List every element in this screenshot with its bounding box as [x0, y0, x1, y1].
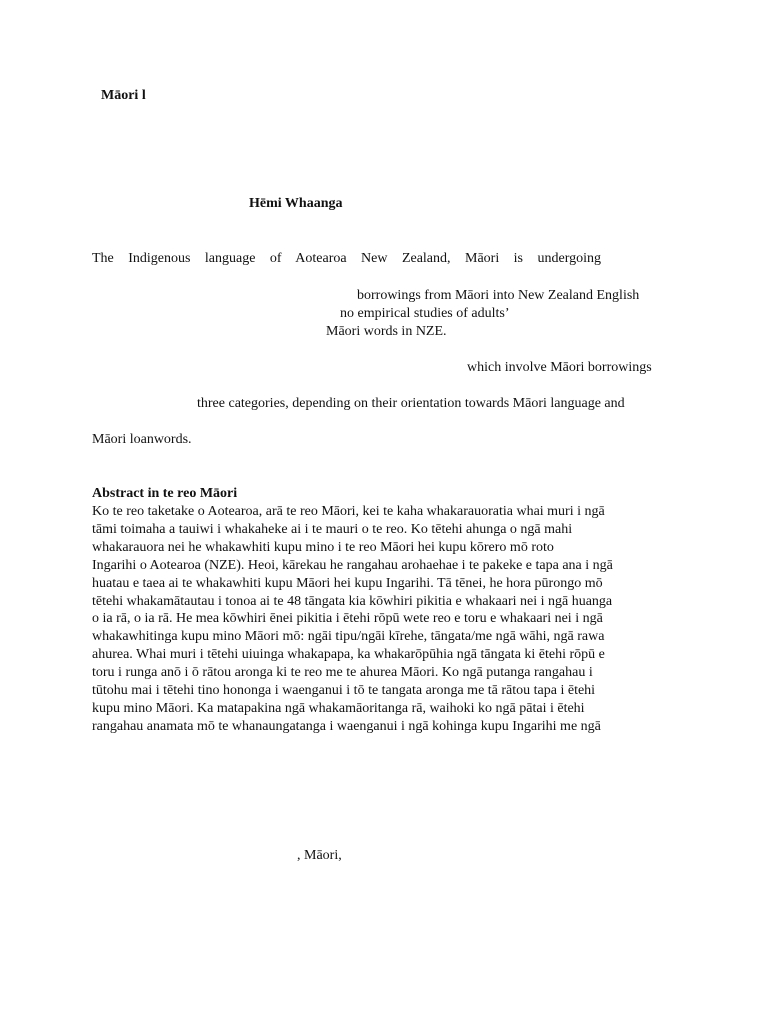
- intro-line-2: borrowings from Māori into New Zealand English: [357, 288, 640, 303]
- intro-line-3: no empirical studies of adults’: [340, 306, 510, 321]
- intro-line-4: Māori words in NZE.: [326, 324, 447, 339]
- abstract-line: toru i runga anō i ō rātou aronga ki te reo me te ahurea Māori. Ko ngā putanga rangahau i: [92, 665, 593, 681]
- author-name: Hēmi Whaanga: [249, 196, 343, 211]
- abstract-line: ahurea. Whai muri i tētehi uiuinga whakapapa, ka whakarōpūhia ngā tāngata ki ētehi rōpū e: [92, 647, 605, 663]
- abstract-line: Ingarihi o Aotearoa (NZE). Heoi, kārekau he rangahau arohaehae i te pakeke e tapa ana i ngā: [92, 557, 613, 573]
- abstract-line: o ia rā, o ia rā. He mea kōwhiri ēnei pikitia i ētehi rōpū wete reo e toru e whakaari nei i ngā: [92, 611, 603, 627]
- keywords-fragment: , Māori,: [297, 848, 342, 863]
- document-title-fragment: Māori l: [101, 88, 146, 103]
- abstract-line: tūtohu mai i tētehi tino hononga i waenganui i tō te tangata aronga me tā rātou tapa i ētehi: [92, 683, 596, 699]
- abstract-line: Ko te reo taketake o Aotearoa, arā te reo Māori, kei te kaha whakarauoratia whai muri i ngā: [92, 504, 605, 519]
- abstract-heading: Abstract in te reo Māori: [92, 486, 238, 501]
- abstract-line: kupu mino Māori. Ka matapakina ngā whakamāoritanga rā, waihoki ko ngā pātai i ētehi: [92, 700, 585, 716]
- abstract-body: [92, 503, 662, 736]
- intro-line-7: Māori loanwords.: [92, 432, 192, 447]
- abstract-line: tāmi toimaha a tauiwi i whakaheke ai i te mauri o te reo. Ko tētehi ahunga o ngā mahi: [92, 521, 573, 537]
- abstract-line: whakarauora nei he whakawhiti kupu mino i te reo Māori hei kupu kōrero mō roto: [92, 539, 554, 555]
- intro-line-6: three categories, depending on their orientation towards Māori language and: [197, 396, 625, 411]
- abstract-line: rangahau anamata mō te whanaungatanga i waenganui i ngā kohinga kupu Ingarihi me ngā: [92, 718, 601, 734]
- intro-line-1: The Indigenous language of Aotearoa New Zealand, Māori is undergoing: [92, 251, 601, 266]
- abstract-line: tētehi whakamātautau i tonoa ai te 48 tāngata kia kōwhiri pikitia e whakaari nei i ngā huanga: [92, 593, 613, 609]
- abstract-line: huatau e taea ai te whakawhiti kupu Māori hei kupu Ingarihi. Tā tēnei, he hora pūrongo mō: [92, 575, 603, 591]
- intro-line-5: which involve Māori borrowings: [467, 360, 652, 375]
- abstract-line: whakawhitinga kupu mino Māori mō: ngāi tipu/ngāi kīrehe, tāngata/me ngā wāhi, ngā rawa: [92, 629, 605, 645]
